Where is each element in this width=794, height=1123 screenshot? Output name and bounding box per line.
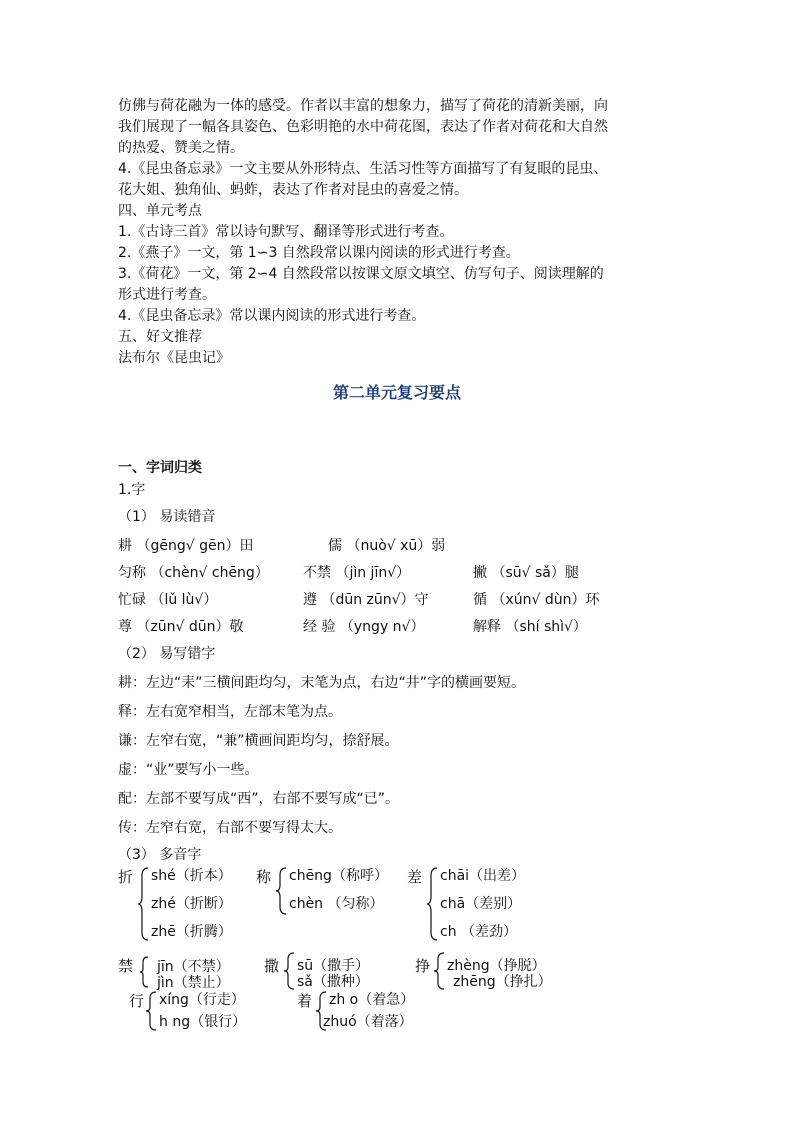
section-heading: 一、字词归类 [118,460,202,476]
poly-reading: chāi（出差） [440,868,526,884]
poly-reading: ch （差劲） [440,924,518,940]
pinyin-row [118,617,638,637]
kaodian-heading: 四、单元考点 [118,203,202,219]
poly-reading: xíng（行走） [159,992,245,1008]
pinyin-item: 儒 （nuò√ xū）弱 [328,538,446,554]
poly-char-zhe: 折 [118,868,134,886]
brace-icon [146,990,158,1032]
tuijian-heading: 五、好文推荐 [118,329,202,345]
pinyin-item: 匀称 （chèn√ chēng） [118,565,269,581]
poly-reading: jìn（禁止） [157,975,230,991]
brace-icon [434,951,446,991]
poly-reading: chèn （匀称） [289,896,384,912]
brace-icon [139,955,151,989]
poly-reading: shé（折本） [151,868,232,884]
intro-line-4: 4.《昆虫备忘录》一文主要从外形特点、生活习性等方面描写了有复眼的昆虫、 [118,161,608,177]
part-heading-pronunciation: （1） 易读错音 [118,509,216,525]
poly-char-zhao: 着 [297,992,313,1010]
pinyin-item: 耕 （gēng√ gēn）田 [118,538,254,554]
pinyin-row [118,590,638,610]
poly-reading: zhēng（挣扎） [453,974,552,990]
intro-line-1: 仿佛与荷花融为一体的感受。作者以丰富的想象力，描写了荷花的清新美丽，向 [118,98,608,114]
pinyin-item: 撇 （sū√ sǎ）腿 [473,565,579,581]
brace-icon [276,866,288,916]
pinyin-item: 解释 （shí shì√） [473,619,587,635]
writing-tip: 传：左窄右宽，右部不要写得太大。 [118,820,342,836]
kaodian-item: 1.《古诗三首》常以诗句默写、翻译等形式进行考查。 [118,224,454,240]
intro-line-2: 我们展现了一幅各具姿色、色彩明艳的水中荷花图，表达了作者对荷花和大自然 [118,119,608,135]
kaodian-item: 3.《荷花》一文，第 2∽4 自然段常以按课文原文填空、仿写句子、阅读理解的 [118,266,604,282]
pinyin-item: 经 验 （yngy n√） [303,619,425,635]
unit-title: 第二单元复习要点 [332,383,461,402]
brace-icon [284,951,296,991]
pinyin-item: 循 （xún√ dùn）环 [473,592,600,608]
poly-reading: zhé（折断） [151,896,232,912]
intro-line-3: 的热爱、赞美之情。 [118,140,244,156]
poly-char-jin: 禁 [118,957,134,975]
poly-reading: chēng（称呼） [289,868,388,884]
writing-tip: 耕：左边“耒”三横间距均匀，末笔为点，右边“井”字的横画要短。 [118,675,526,691]
pinyin-item: 忙碌 （lǔ lù√） [118,592,218,608]
poly-reading: zhē（折腾） [151,924,232,940]
kaodian-item: 形式进行考查。 [118,287,216,303]
writing-tip: 虚：“业”要写小一些。 [118,762,259,778]
poly-char-cha: 差 [407,868,423,886]
pinyin-item: 不禁 （jìn jīn√） [303,565,411,581]
intro-line-5: 花大姐、独角仙、蚂蚱，表达了作者对昆虫的喜爱之情。 [118,182,468,198]
poly-char-xing: 行 [129,992,145,1010]
poly-char-cheng: 称 [256,868,272,886]
poly-char-sa: 撒 [264,957,280,975]
brace-icon [427,866,439,942]
poly-reading: jīn（不禁） [157,959,230,975]
pinyin-item: 尊 （zūn√ dūn）敬 [118,619,244,635]
writing-tip: 配：左部不要写成“西”，右部不要写成“已”。 [118,791,400,807]
pinyin-row [118,536,638,556]
tuijian-book: 法布尔《昆虫记》 [118,350,230,366]
pinyin-item: 遵 （dūn zūn√）守 [303,592,429,608]
part-heading-polyphonic: （3） 多音字 [118,847,202,863]
kaodian-item: 4.《昆虫备忘录》常以课内阅读的形式进行考查。 [118,308,426,324]
poly-reading: sū（撒手） [297,958,370,974]
poly-reading: zh o（着急） [329,992,415,1008]
poly-reading: zhuó（着落） [323,1014,413,1030]
brace-icon [138,866,150,942]
poly-char-zheng: 挣 [415,957,431,975]
poly-reading: sǎ（撒种） [297,974,369,990]
part-heading-writing: （2） 易写错字 [118,646,216,662]
kaodian-item: 2.《燕子》一文，第 1∽3 自然段常以课内阅读的形式进行考查。 [118,245,520,261]
writing-tip: 谦：左窄右宽，“兼”横画间距均匀，捺舒展。 [118,733,399,749]
writing-tip: 释：左右宽窄相当，左部末笔为点。 [118,704,342,720]
poly-reading: chā（差别） [440,896,522,912]
pinyin-row [118,563,638,583]
poly-reading: zhèng（挣脱） [447,958,546,974]
poly-reading: h ng（银行） [159,1014,247,1030]
section-sub: 1.字 [118,482,146,498]
